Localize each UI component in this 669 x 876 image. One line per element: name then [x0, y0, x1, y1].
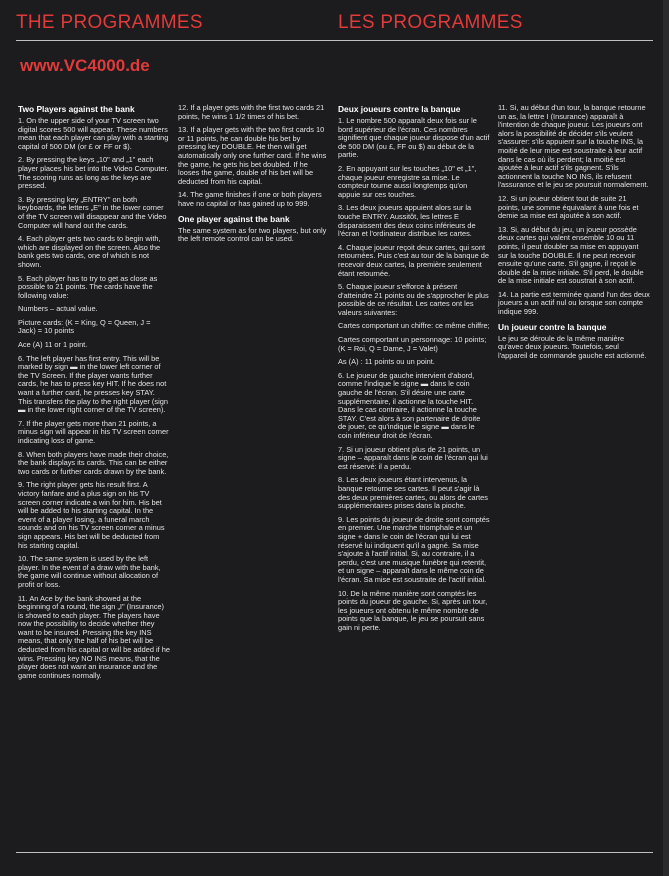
paragraph: 14. La partie est terminée quand l'un des deux joueurs a un actif nul ou lorsque son compte indique 999.: [498, 289, 650, 317]
paragraph: 11. Si, au début d'un tour, la banque retourne un as, la lettre I (Insurance) apparaît à l'intention de chaque joueur. Les joueurs ont alors la possibilité de décider s'ils veulent s'assurer: s'ils appuient sur la touche INS, la moitié de leur mise est soustraite à leur actif dans le cas où ils perdent; la moitié est ajoutée à leur actif s'ils gagnent. S'ils actionnent la touche NO INS, ils refusent l'assurance et le jeu se poursuit normalement.: [498, 103, 649, 190]
paragraph: Picture cards: (K = King, Q = Queen, J = Jack) = 10 points: [18, 317, 151, 336]
paragraph: 14. The game finishes if one or both players have no capital or has gained up to 999.: [178, 190, 322, 208]
paragraph: 2. En appuyant sur les touches „10" et „1", chaque joueur enregistre sa mise. Le compteur tourne aussi longtemps qu'on appuie sur ces touches.: [338, 163, 477, 199]
paragraph: Numbers – actual value.: [18, 304, 98, 314]
paragraph: Le jeu se déroule de la même manière qu'avec deux joueurs. Toutefois, seul l'appareil de commande gauche est actionné.: [498, 333, 647, 360]
paragraph: 6. Le joueur de gauche intervient d'abord, comme l'indique le signe ▬ dans le coin gauche de l'écran. S'il désire une carte supplémentaire, il actionne la touche HIT. Dans le cas contraire, il actionne la touche STAY. C'est alors à son partenaire de droite de jouer, ce qu'indique le signe ▬ dans le coin inférieur droit de l'écran.: [338, 370, 481, 440]
paragraph: Cartes comportant un personnage: 10 points; (K = Roi, Q = Dame, J = Valet): [338, 335, 487, 353]
heading-un-joueur: Un joueur contre la banque: [498, 321, 607, 332]
paragraph: 4. Each player gets two cards to begin with, which are displayed on the screen. Also the bank gets two cards, one of which is not shown.: [18, 234, 161, 269]
paragraph: 1. Le nombre 500 apparaît deux fois sur le bord supérieur de l'écran. Ces nombres signifient que chaque joueur dispose d'un actif de 500 DM (ou £, FF ou $) au début de la partie.: [338, 116, 490, 160]
paragraph: 7. If the player gets more than 21 points, a minus sign will appear in his TV screen corner indicating loss of game.: [18, 418, 169, 445]
page-edge: [663, 0, 669, 876]
website-url: www.VC4000.de: [20, 56, 150, 75]
paragraph: 10. The same system is used by the left player. In the event of a draw with the bank, the game will continue without allocation of profit or loss.: [18, 554, 161, 589]
paragraph: 12. If a player gets with the first two cards 21 points, he wins 1 1/2 times of his bet.: [178, 103, 325, 121]
column-french-1: [338, 104, 490, 637]
paragraph: 7. Si un joueur obtient plus de 21 points, un signe – apparaît dans le coin de l'écran qui lui est réservé: il a perdu.: [338, 444, 488, 471]
bottom-divider: [16, 852, 653, 853]
column-english-1: [18, 104, 170, 685]
paragraph: 13. If a player gets with the two first cards 10 or 11 points, he can double his bet by pressing key DOUBLE. He then will get automatically only one further card. If he wins the game, he gets his bet doubled. If he looses the game, double of his bet will be deducted from his capital.: [178, 125, 327, 186]
heading-two-players: Two Players against the bank: [18, 104, 135, 114]
paragraph: 5. Each player has to try to get as close as possible to 21 points. The cards have the following value:: [18, 273, 158, 300]
paragraph: 5. Chaque joueur s'efforce à présent d'atteindre 21 points ou de s'approcher le plus possible de ce résultat. Les cartes ont les valeurs suivantes:: [338, 282, 489, 317]
paragraph: Ace (A) 11 or 1 point.: [18, 340, 88, 350]
paragraph: 11. An Ace by the bank showed at the beginning of a round, the sign „I" (Insurance) is showed to each player. The players have now the possibility to decide whether they want to be insured. Pressing the key INS means, that only the half of his bet will be deducted from his capital or will be added if he wins. Pressing key NO INS means, that the player does not want an insurance and the game continues normally.: [18, 593, 171, 680]
paragraph: 13. Si, au début du jeu, un joueur possède deux cartes qui valent ensemble 10 ou 11 points, il peut doubler sa mise en appuyant sur la touche DOUBLE. Il ne peut recevoir ensuite qu'une carte. S'il gagne, il reçoit le double de la mise initiale. S'il perd, le double de la mise initiale est soustrait à son actif.: [498, 224, 644, 286]
paragraph: 12. Si un joueur obtient tout de suite 21 points, une somme équivalant à une fois et demie sa mise est ajoutée à son actif.: [498, 193, 639, 221]
column-english-2: [178, 104, 330, 249]
paragraph: 8. When both players have made their choice, the bank displays its cards. This can be either two cards or further cards drawn by the bank.: [18, 449, 169, 476]
paragraph: 3. Les deux joueurs appuient alors sur la touche ENTRY. Aussitôt, les lettres E disparaissent des deux coins inférieurs de l'écran et l'ordinateur distribue les cartes.: [338, 203, 476, 239]
paragraph: Cartes comportant un chiffre: ce même chiffre;: [338, 321, 490, 331]
heading-deux-joueurs: Deux joueurs contre la banque: [338, 104, 461, 114]
paragraph: 8. Les deux joueurs étant intervenus, la banque retourne ses cartes. Il peut s'agir là des deux premières cartes, ou alors de cartes supplémentaires prises dans la pioche.: [338, 475, 488, 511]
paragraph: 9. The right player gets his result first. A victory fanfare and a plus sign on his TV screen corner indicate a win for him. His bet will be added to his starting capital. In the event of a player losing, a funeral march sounds and on his TV screen corner a minus sign appears. His bet will be deducted from his starting capital.: [18, 480, 165, 550]
paragraph: 4. Chaque joueur reçoit deux cartes, qui sont retournées. Puis c'est au tour de la banque de recevoir deux cartes, la première seulement étant retournée.: [338, 242, 489, 278]
heading-one-player: One player against the bank: [178, 213, 290, 224]
paragraph: 1. On the upper side of your TV screen two digital scores 500 will appear. These numbers mean that each player can play with a starting capital of 500 DM (or £ or FF or $).: [18, 116, 169, 151]
paragraph: As (A) : 11 points ou un point.: [338, 357, 435, 367]
paragraph: 10. De la même manière sont comptés les points du joueur de gauche. Si, après un tour, les joueurs ont obtenu le même nombre de points que la banque, le jeu se poursuit sans gain ni perte.: [338, 588, 488, 632]
paragraph: 3. By pressing key „ENTRY" on both keyboards, the letters „E" in the lower corner of the TV screen will disappear and the Video Computer will hand out the cards.: [18, 194, 167, 230]
paragraph: 6. The left player has first entry. This will be marked by sign ▬ in the lower left corner of the TV Screen. If the player wants further cards, he has to press key HIT. If he does not want a further card, he presses key STAY. This transfers the play to the right player (sign ▬ in the lower right corner of the TV screen).: [18, 353, 168, 415]
paragraph: 2. By pressing the keys „10" and „1" each player places his bet into the Video Computer. The scoring runs as long as the keys are pressed.: [18, 155, 169, 191]
title-en: THE PROGRAMMES: [16, 12, 203, 33]
paragraph: 9. Les points du joueur de droite sont comptés en premier. Une marche triomphale et un signe + dans le coin de l'écran qui lui est réservé lui indiquent qu'il a gagné. Sa mise s'ajoute à l'actif initial. Si, au contraire, il a perdu, c'est une musique funèbre qui retentit, et un signe – apparaît dans le même coin de l'écran. Sa mise est soustraite de l'actif initial.: [338, 514, 490, 584]
column-french-2: [498, 104, 650, 365]
title-fr: LES PROGRAMMES: [338, 12, 523, 33]
paragraph: The same system as for two players, but only the left remote control can be used.: [178, 225, 327, 244]
top-divider: [16, 40, 653, 41]
